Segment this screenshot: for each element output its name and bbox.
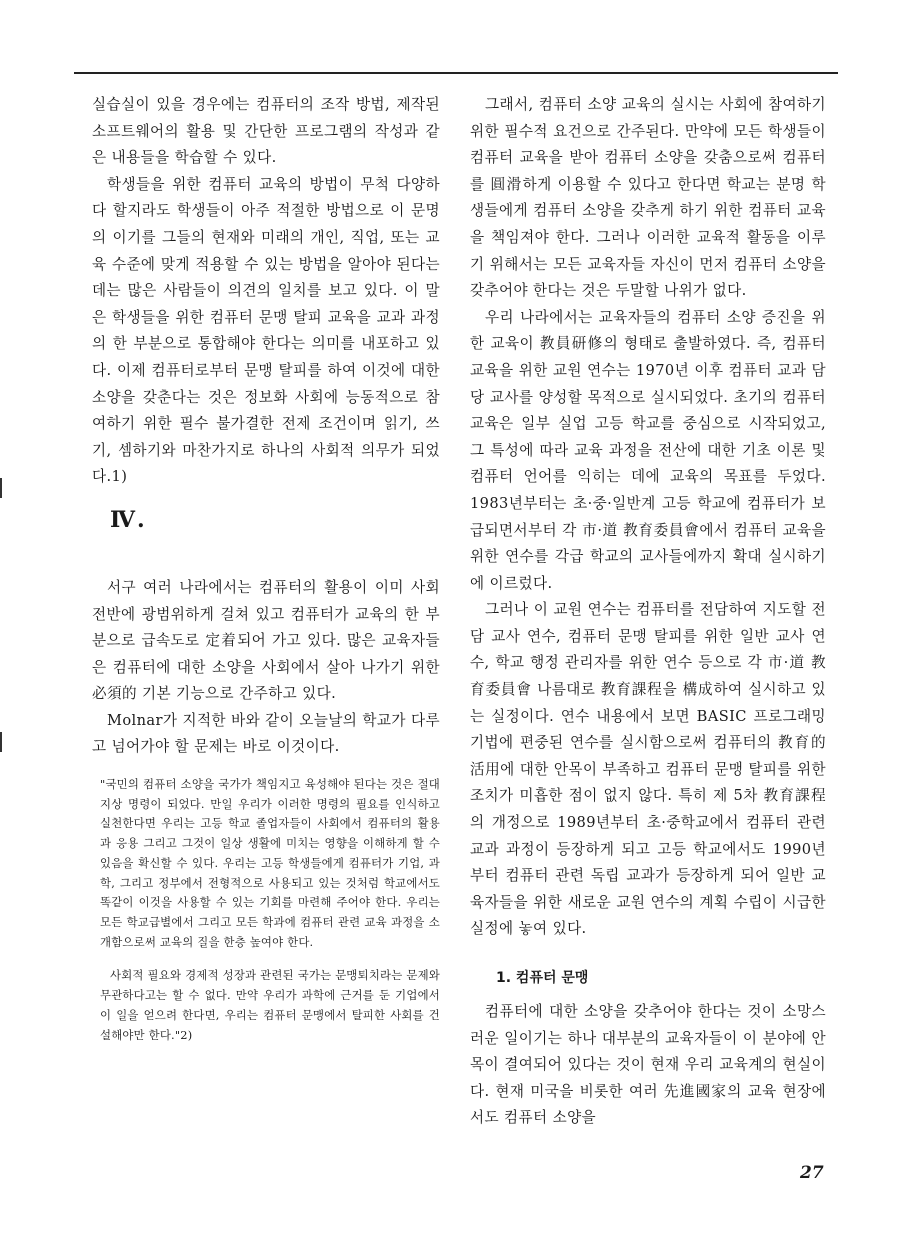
block-quote: "국민의 컴퓨터 소양을 국가가 책임지고 육성해야 된다는 것은 절대 지상 명령이 되었다. 만일 우리가 이러한 명령의 필요를 인식하고 실천한다면 우리는 고등 학교 졸업자들이 사회에서 컴퓨터의 활용과 응용 그리고 그것이 일상 생활에 미치는 영향을 이해하게 할 수 있음을 확신할 수 있다. 우리는 고등 학생들에게 컴퓨터가 기업, 과학, 그리고 정부에서 전형적으로 사용되고 있는 것처럼 학교에서도 똑같이 이것을 사용할 수 있는 기회를 마련해 주어야 한다. 우리는 모든 학교급별에서 그리고 모든 학과에 컴퓨터 관련 교육 과정을 소개함으로써 교육의 질을 한층 높여야 한다. [100, 777, 440, 949]
page-number: 27 [800, 1163, 824, 1183]
paragraph: 서구 여러 나라에서는 컴퓨터의 활용이 이미 사회 전반에 광범위하게 걸쳐 있고 컴퓨터가 교육의 한 부분으로 급속도로 定着되어 가고 있다. 많은 교육자들은 컴퓨터에 대한 소양을 사회에서 살아 나가기 위한 必須的 기본 기능으로 간주하고 있다. [92, 578, 440, 703]
sub-heading: 1. 컴퓨터 문맹 [496, 970, 589, 986]
paragraph: Molnar가 지적한 바와 같이 오늘날의 학교가 다루고 넘어가야 할 문제는 바로 이것이다. [92, 711, 440, 756]
paragraph: 우리 나라에서는 교육자들의 컴퓨터 소양 증진을 위한 교육이 教員研修의 형태로 출발하였다. 즉, 컴퓨터 교육을 위한 교원 연수는 1970년 이후 컴퓨터 교과 담당 교사를 양성할 목적으로 실시되었다. 초기의 컴퓨터 교육은 일부 실업 고등 학교를 중심으로 시작되었고, 그 특성에 따라 교육 과정을 전산에 대한 기초 이론 및 컴퓨터 언어를 익히는 데에 교육의 목표를 두었다. 1983년부터는 초·중·일반계 고등 학교에 컴퓨터가 보급되면서부터 각 市·道 教育委員會에서 컴퓨터 교육을 위한 연수를 각급 학교의 교사들에까지 확대 실시하기에 이르렀다. [470, 308, 826, 592]
left-column [92, 92, 440, 1045]
section-heading: Ⅳ. [110, 506, 147, 533]
right-column [470, 92, 826, 1132]
block-quote: 사회적 필요와 경제적 성장과 관련된 국가는 문맹퇴치라는 문제와 무관하다고는 할 수 없다. 만약 우리가 과학에 근거를 둔 기업에서 이 일을 얻으려 한다면, 우리는 컴퓨터 문맹에서 탈피한 사회를 건설해야만 한다."2) [100, 968, 440, 1042]
top-rule [74, 72, 838, 74]
paragraph: 컴퓨터에 대한 소양을 갖추어야 한다는 것이 소망스러운 일이기는 하나 대부분의 교육자들이 이 분야에 안목이 결여되어 있다는 것이 현재 우리 교육계의 현실이다. 현재 미국을 비롯한 여러 先進國家의 교육 현장에서도 컴퓨터 소양을 [470, 1003, 826, 1127]
paragraph: 실습실이 있을 경우에는 컴퓨터의 조작 방법, 제작된 소프트웨어의 활용 및 간단한 프로그램의 작성과 같은 내용들을 학습할 수 있다. [92, 96, 440, 167]
paragraph: 그러나 이 교원 연수는 컴퓨터를 전담하여 지도할 전담 교사 연수, 컴퓨터 문맹 탈피를 위한 일반 교사 연수, 학교 행정 관리자를 위한 연수 등으로 각 市·道 教育委員會 나름대로 教育課程을 構成하여 실시하고 있는 실정이다. 연수 내용에서 보면 BASIC 프로그래밍 기법에 편중된 연수를 실시함으로써 컴퓨터의 教育的 活用에 대한 안목이 부족하고 컴퓨터 문맹 탈피를 위한 조치가 미흡한 점이 없지 않다. 특히 제 5차 教育課程의 개정으로 1989년부터 초·중학교에서 컴퓨터 관련 교과 과정이 등장하게 되고 고등 학교에서도 1990년부터 컴퓨터 관련 독립 교과가 등장하게 되어 일반 교육자들을 위한 새로운 교원 연수의 계획 수립이 시급한 실정에 놓여 있다. [470, 601, 826, 938]
edge-mark [0, 732, 2, 752]
paragraph: 그래서, 컴퓨터 소양 교육의 실시는 사회에 참여하기 위한 필수적 요건으로 간주된다. 만약에 모든 학생들이 컴퓨터 교육을 받아 컴퓨터 소양을 갖춤으로써 컴퓨터를 圓滑하게 이용할 수 있다고 한다면 학교는 분명 학생들에게 컴퓨터 소양을 갖추게 하기 위한 컴퓨터 교육을 책임져야 한다. 그러나 이러한 교육적 활동을 이루기 위해서는 모든 교육자들 자신이 먼저 컴퓨터 소양을 갖추어야 한다는 것은 두말할 나위가 없다. [470, 96, 826, 300]
paragraph: 학생들을 위한 컴퓨터 교육의 방법이 무척 다양하다 할지라도 학생들이 아주 적절한 방법으로 이 문명의 이기를 그들의 현재와 미래의 개인, 직업, 또는 교육 수준에 맞게 적용할 수 있는 방법을 알아야 된다는 데는 많은 사람들이 의견의 일치를 보고 있다. 이 말은 학생들을 위한 컴퓨터 문맹 탈피 교육을 교과 과정의 한 부분으로 통합해야 한다는 의미를 내포하고 있다. 이제 컴퓨터로부터 문맹 탈피를 하여 이것에 대한 소양을 갖춘다는 것은 정보화 사회에 능동적으로 참여하기 위한 필수 불가결한 전제 조건이며 읽기, 쓰기, 셈하기와 마찬가지로 하나의 사회적 의무가 되었다.1) [92, 175, 440, 486]
edge-mark [0, 478, 2, 498]
